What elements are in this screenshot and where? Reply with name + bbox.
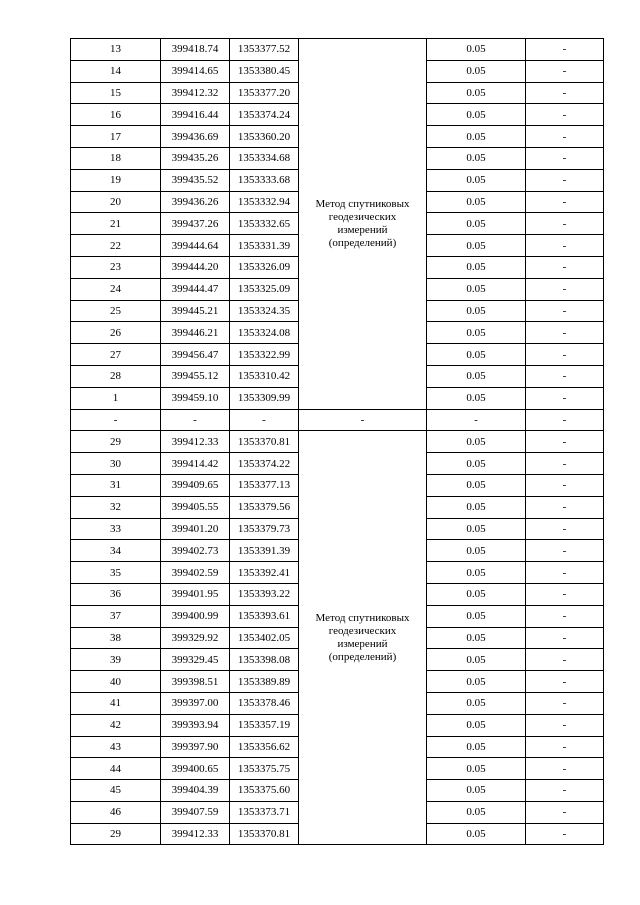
y-coordinate-cell: 1353375.75 [230,758,299,780]
method-cell: - [299,409,427,431]
y-coordinate-cell: 1353331.39 [230,235,299,257]
y-coordinate-cell: 1353377.13 [230,474,299,496]
x-coordinate-cell: 399400.65 [161,758,230,780]
x-coordinate-cell: 399409.65 [161,474,230,496]
x-coordinate-cell: 399444.20 [161,256,230,278]
x-coordinate-cell: 399445.21 [161,300,230,322]
x-coordinate-cell: 399435.26 [161,147,230,169]
x-coordinate-cell: 399455.12 [161,365,230,387]
y-coordinate-cell: 1353375.60 [230,780,299,802]
y-coordinate-cell: 1353377.20 [230,82,299,104]
y-coordinate-cell: 1353373.71 [230,801,299,823]
x-coordinate-cell: 399329.45 [161,649,230,671]
note-cell: - [526,474,604,496]
note-cell: - [526,496,604,518]
coordinates-table [70,38,604,845]
x-coordinate-cell: 399402.73 [161,540,230,562]
note-cell: - [526,147,604,169]
table-row [71,431,604,453]
point-number-cell: 20 [71,191,161,213]
note-cell: - [526,801,604,823]
x-coordinate-cell: 399414.65 [161,60,230,82]
note-cell: - [526,692,604,714]
y-coordinate-cell: 1353374.22 [230,453,299,475]
y-coordinate-cell: 1353392.41 [230,562,299,584]
x-coordinate-cell: 399435.52 [161,169,230,191]
x-coordinate-cell: 399414.42 [161,453,230,475]
y-coordinate-cell: 1353377.52 [230,39,299,61]
point-number-cell: 16 [71,104,161,126]
note-cell: - [526,278,604,300]
x-coordinate-cell: 399405.55 [161,496,230,518]
accuracy-cell: 0.05 [427,169,526,191]
accuracy-cell: 0.05 [427,801,526,823]
point-number-cell: 29 [71,823,161,845]
point-number-cell: 44 [71,758,161,780]
y-coordinate-cell: 1353389.89 [230,671,299,693]
y-coordinate-cell: 1353332.65 [230,213,299,235]
x-coordinate-cell: 399437.26 [161,213,230,235]
accuracy-cell: 0.05 [427,191,526,213]
point-number-cell: 39 [71,649,161,671]
accuracy-cell: 0.05 [427,758,526,780]
y-coordinate-cell: 1353379.56 [230,496,299,518]
point-number-cell: 18 [71,147,161,169]
accuracy-cell: 0.05 [427,474,526,496]
separator-row [71,409,604,431]
accuracy-cell: 0.05 [427,496,526,518]
x-coordinate-cell: 399446.21 [161,322,230,344]
y-coordinate-cell: 1353393.22 [230,583,299,605]
point-number-cell: 21 [71,213,161,235]
accuracy-cell: 0.05 [427,39,526,61]
accuracy-cell: 0.05 [427,235,526,257]
point-number-cell: 43 [71,736,161,758]
point-number-cell: 31 [71,474,161,496]
y-coordinate-cell: 1353322.99 [230,344,299,366]
x-coordinate-cell: 399402.59 [161,562,230,584]
note-cell: - [526,540,604,562]
note-cell: - [526,562,604,584]
point-number-cell: 45 [71,780,161,802]
point-number-cell: 28 [71,365,161,387]
x-coordinate-cell: 399444.47 [161,278,230,300]
point-number-cell: 38 [71,627,161,649]
accuracy-cell: 0.05 [427,147,526,169]
point-number-cell: 46 [71,801,161,823]
y-coordinate-cell: 1353402.05 [230,627,299,649]
point-number-cell: 14 [71,60,161,82]
note-cell: - [526,191,604,213]
note-cell: - [526,583,604,605]
point-number-cell: 29 [71,431,161,453]
accuracy-cell: - [427,409,526,431]
accuracy-cell: 0.05 [427,518,526,540]
x-coordinate-cell: 399436.26 [161,191,230,213]
note-cell: - [526,169,604,191]
x-coordinate-cell: 399416.44 [161,104,230,126]
note-cell: - [526,387,604,409]
y-coordinate-cell: 1353374.24 [230,104,299,126]
accuracy-cell: 0.05 [427,365,526,387]
accuracy-cell: 0.05 [427,780,526,802]
y-coordinate-cell: 1353357.19 [230,714,299,736]
accuracy-cell: 0.05 [427,453,526,475]
point-number-cell: 41 [71,692,161,714]
accuracy-cell: 0.05 [427,344,526,366]
accuracy-cell: 0.05 [427,126,526,148]
y-coordinate-cell: 1353324.35 [230,300,299,322]
x-coordinate-cell: 399400.99 [161,605,230,627]
note-cell: - [526,823,604,845]
point-number-cell: 42 [71,714,161,736]
y-coordinate-cell: - [230,409,299,431]
note-cell: - [526,518,604,540]
x-coordinate-cell: 399404.39 [161,780,230,802]
point-number-cell: 1 [71,387,161,409]
y-coordinate-cell: 1353356.62 [230,736,299,758]
y-coordinate-cell: 1353379.73 [230,518,299,540]
accuracy-cell: 0.05 [427,692,526,714]
note-cell: - [526,758,604,780]
point-number-cell: 24 [71,278,161,300]
accuracy-cell: 0.05 [427,562,526,584]
note-cell: - [526,736,604,758]
x-coordinate-cell: 399444.64 [161,235,230,257]
accuracy-cell: 0.05 [427,540,526,562]
accuracy-cell: 0.05 [427,649,526,671]
y-coordinate-cell: 1353360.20 [230,126,299,148]
accuracy-cell: 0.05 [427,300,526,322]
accuracy-cell: 0.05 [427,605,526,627]
point-number-cell: 40 [71,671,161,693]
x-coordinate-cell: 399418.74 [161,39,230,61]
x-coordinate-cell: 399401.95 [161,583,230,605]
accuracy-cell: 0.05 [427,431,526,453]
y-coordinate-cell: 1353325.09 [230,278,299,300]
y-coordinate-cell: 1353310.42 [230,365,299,387]
point-number-cell: 37 [71,605,161,627]
y-coordinate-cell: 1353370.81 [230,431,299,453]
note-cell: - [526,627,604,649]
x-coordinate-cell: 399398.51 [161,671,230,693]
accuracy-cell: 0.05 [427,278,526,300]
accuracy-cell: 0.05 [427,104,526,126]
point-number-cell: 30 [71,453,161,475]
x-coordinate-cell: 399401.20 [161,518,230,540]
x-coordinate-cell: 399329.92 [161,627,230,649]
accuracy-cell: 0.05 [427,627,526,649]
note-cell: - [526,104,604,126]
accuracy-cell: 0.05 [427,671,526,693]
accuracy-cell: 0.05 [427,322,526,344]
accuracy-cell: 0.05 [427,256,526,278]
note-cell: - [526,714,604,736]
y-coordinate-cell: 1353333.68 [230,169,299,191]
accuracy-cell: 0.05 [427,583,526,605]
x-coordinate-cell: 399397.90 [161,736,230,758]
accuracy-cell: 0.05 [427,823,526,845]
y-coordinate-cell: 1353370.81 [230,823,299,845]
accuracy-cell: 0.05 [427,387,526,409]
note-cell: - [526,213,604,235]
point-number-cell: 17 [71,126,161,148]
note-cell: - [526,39,604,61]
note-cell: - [526,126,604,148]
point-number-cell: 35 [71,562,161,584]
point-number-cell: 25 [71,300,161,322]
x-coordinate-cell: - [161,409,230,431]
note-cell: - [526,256,604,278]
method-cell: Метод спутниковых геодезических измерений (определений) [299,431,427,845]
y-coordinate-cell: 1353309.99 [230,387,299,409]
point-number-cell: 15 [71,82,161,104]
point-number-cell: 33 [71,518,161,540]
point-number-cell: 34 [71,540,161,562]
accuracy-cell: 0.05 [427,60,526,82]
point-number-cell: 19 [71,169,161,191]
point-number-cell: 22 [71,235,161,257]
y-coordinate-cell: 1353326.09 [230,256,299,278]
table-row [71,39,604,61]
x-coordinate-cell: 399393.94 [161,714,230,736]
y-coordinate-cell: 1353398.08 [230,649,299,671]
y-coordinate-cell: 1353378.46 [230,692,299,714]
note-cell: - [526,322,604,344]
note-cell: - [526,300,604,322]
method-cell: Метод спутниковых геодезических измерений (определений) [299,39,427,410]
x-coordinate-cell: 399412.32 [161,82,230,104]
note-cell: - [526,82,604,104]
x-coordinate-cell: 399436.69 [161,126,230,148]
point-number-cell: 13 [71,39,161,61]
point-number-cell: 27 [71,344,161,366]
note-cell: - [526,60,604,82]
y-coordinate-cell: 1353332.94 [230,191,299,213]
accuracy-cell: 0.05 [427,736,526,758]
point-number-cell: 32 [71,496,161,518]
point-number-cell: 36 [71,583,161,605]
note-cell: - [526,671,604,693]
point-number-cell: - [71,409,161,431]
accuracy-cell: 0.05 [427,213,526,235]
point-number-cell: 26 [71,322,161,344]
point-number-cell: 23 [71,256,161,278]
note-cell: - [526,344,604,366]
y-coordinate-cell: 1353393.61 [230,605,299,627]
x-coordinate-cell: 399456.47 [161,344,230,366]
note-cell: - [526,453,604,475]
x-coordinate-cell: 399397.00 [161,692,230,714]
note-cell: - [526,431,604,453]
x-coordinate-cell: 399407.59 [161,801,230,823]
x-coordinate-cell: 399412.33 [161,823,230,845]
y-coordinate-cell: 1353324.08 [230,322,299,344]
note-cell: - [526,409,604,431]
y-coordinate-cell: 1353391.39 [230,540,299,562]
note-cell: - [526,235,604,257]
note-cell: - [526,780,604,802]
y-coordinate-cell: 1353380.45 [230,60,299,82]
accuracy-cell: 0.05 [427,714,526,736]
note-cell: - [526,365,604,387]
x-coordinate-cell: 399412.33 [161,431,230,453]
note-cell: - [526,605,604,627]
note-cell: - [526,649,604,671]
x-coordinate-cell: 399459.10 [161,387,230,409]
accuracy-cell: 0.05 [427,82,526,104]
y-coordinate-cell: 1353334.68 [230,147,299,169]
